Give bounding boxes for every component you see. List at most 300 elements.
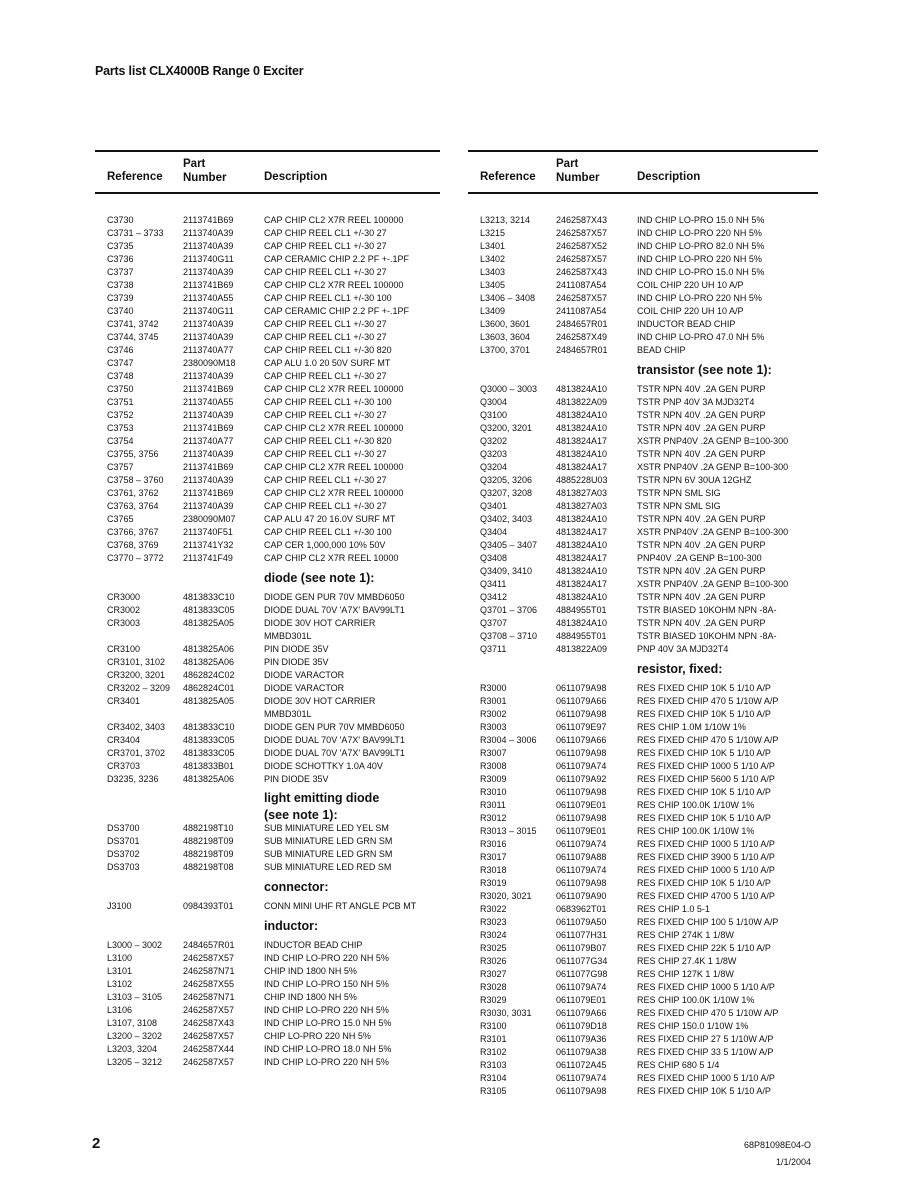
reference-cell: L3205 – 3212 bbox=[107, 1057, 163, 1067]
reference-cell: CR3200, 3201 bbox=[107, 670, 166, 680]
reference-cell: R3020, 3021 bbox=[480, 891, 532, 901]
reference-cell: L3213, 3214 bbox=[480, 215, 531, 225]
part-number-cell: 4813833C10 bbox=[183, 592, 235, 602]
part-number-cell: 4882198T09 bbox=[183, 849, 234, 859]
reference-cell: R3003 bbox=[480, 722, 507, 732]
description-cell: IND CHIP LO-PRO 150 NH 5% bbox=[264, 979, 389, 989]
description-cell: RES FIXED CHIP 3900 5 1/10 A/P bbox=[637, 852, 775, 862]
part-number-cell: 2113740A55 bbox=[183, 397, 234, 407]
table-row bbox=[468, 786, 818, 799]
table-row bbox=[95, 305, 440, 318]
part-number-cell: 2113740A39 bbox=[183, 449, 234, 459]
part-number-cell: 2113741B69 bbox=[183, 462, 234, 472]
part-number-cell: 4882198T09 bbox=[183, 836, 234, 846]
reference-cell: DS3703 bbox=[107, 862, 140, 872]
reference-cell: L3700, 3701 bbox=[480, 345, 531, 355]
reference-cell: R3011 bbox=[480, 800, 506, 810]
part-number-cell: 0611079A74 bbox=[556, 865, 607, 875]
part-number-cell: 2113740A39 bbox=[183, 267, 234, 277]
description-cell: CAP CHIP REEL CL1 +/-30 100 bbox=[264, 527, 392, 537]
table-row bbox=[468, 851, 818, 864]
reference-cell: C3758 – 3760 bbox=[107, 475, 164, 485]
table-row bbox=[95, 331, 440, 344]
table-row bbox=[95, 1056, 440, 1069]
table-row bbox=[95, 1043, 440, 1056]
part-number-cell: 4813822A09 bbox=[556, 644, 608, 654]
description-cell: RES FIXED CHIP 22K 5 1/10 A/P bbox=[637, 943, 771, 953]
reference-cell: C3746 bbox=[107, 345, 134, 355]
description-cell: RES FIXED CHIP 33 5 1/10W A/P bbox=[637, 1047, 774, 1057]
part-number-cell: 2113740A39 bbox=[183, 241, 234, 251]
reference-cell: R3009 bbox=[480, 774, 507, 784]
part-number-cell: 2113740A39 bbox=[183, 371, 234, 381]
reference-cell: Q3004 bbox=[480, 397, 508, 407]
description-cell: TSTR NPN 40V .2A GEN PURP bbox=[637, 384, 766, 394]
part-number-cell: 0611079A98 bbox=[556, 813, 607, 823]
reference-cell: R3024 bbox=[480, 930, 507, 940]
part-number-cell: 0611072A45 bbox=[556, 1060, 607, 1070]
table-row bbox=[95, 643, 440, 656]
part-number-cell: 2484657R01 bbox=[183, 940, 235, 950]
table-row bbox=[95, 708, 440, 721]
part-number-cell: 4813833C10 bbox=[183, 722, 235, 732]
table-row bbox=[468, 916, 818, 929]
part-number-cell: 2380090M18 bbox=[183, 358, 236, 368]
description-cell: XSTR PNP40V .2A GENP B=100-300 bbox=[637, 579, 789, 589]
part-number-cell: 4813833C05 bbox=[183, 735, 235, 745]
part-number-cell: 4813824A10 bbox=[556, 449, 608, 459]
description-cell: DIODE GEN PUR 70V MMBD6050 bbox=[264, 722, 405, 732]
section-heading bbox=[95, 786, 440, 822]
table-row bbox=[95, 682, 440, 695]
table-row bbox=[95, 461, 440, 474]
description-cell: COIL CHIP 220 UH 10 A/P bbox=[637, 280, 744, 290]
reference-cell: R3101 bbox=[480, 1034, 507, 1044]
description-cell: CAP CHIP REEL CL1 +/-30 27 bbox=[264, 228, 387, 238]
description-cell: IND CHIP LO-PRO 15.0 NH 5% bbox=[637, 215, 765, 225]
table-row bbox=[95, 1030, 440, 1043]
header-description: Description bbox=[637, 171, 701, 183]
document-number: 68P81098E04-O bbox=[743, 1140, 811, 1150]
description-cell: PIN DIODE 35V bbox=[264, 644, 329, 654]
reference-cell: DS3702 bbox=[107, 849, 140, 859]
table-row bbox=[468, 617, 818, 630]
table-row bbox=[95, 721, 440, 734]
description-cell: CAP CHIP REEL CL1 +/-30 27 bbox=[264, 267, 387, 277]
description-cell: MMBD301L bbox=[264, 709, 312, 719]
description-cell: DIODE DUAL 70V 'A7X' BAV99LT1 bbox=[264, 748, 405, 758]
part-number-cell: 2113741B69 bbox=[183, 280, 234, 290]
part-number-cell: 2484657R01 bbox=[556, 319, 608, 329]
table-row bbox=[95, 734, 440, 747]
table-row bbox=[468, 1046, 818, 1059]
description-cell: RES FIXED CHIP 4700 5 1/10 A/P bbox=[637, 891, 775, 901]
part-number-cell: 4813833C05 bbox=[183, 748, 235, 758]
reference-cell: L3101 bbox=[107, 966, 133, 976]
reference-cell: Q3204 bbox=[480, 462, 508, 472]
reference-cell: R3018 bbox=[480, 865, 507, 875]
reference-cell: Q3708 – 3710 bbox=[480, 631, 538, 641]
table-row bbox=[95, 630, 440, 643]
description-cell: CAP ALU 1.0 20 50V SURF MT bbox=[264, 358, 391, 368]
description-cell: IND CHIP LO-PRO 47.0 NH 5% bbox=[637, 332, 765, 342]
table-row bbox=[95, 991, 440, 1004]
table-row bbox=[468, 734, 818, 747]
part-number-cell: 2484657R01 bbox=[556, 345, 608, 355]
description-cell: TSTR NPN 40V .2A GEN PURP bbox=[637, 618, 766, 628]
reference-cell: CR3402, 3403 bbox=[107, 722, 166, 732]
reference-cell: C3736 bbox=[107, 254, 134, 264]
description-cell: TSTR BIASED 10KOHM NPN -8A- bbox=[637, 631, 777, 641]
table-row bbox=[95, 552, 440, 565]
description-cell: RES CHIP 680 5 1/4 bbox=[637, 1060, 720, 1070]
part-number-cell: 4813824A17 bbox=[556, 436, 608, 446]
document-date: 1/1/2004 bbox=[775, 1157, 811, 1167]
reference-cell: CR3000 bbox=[107, 592, 141, 602]
parts-column-right bbox=[468, 150, 818, 1098]
part-number-cell: 2462587X43 bbox=[183, 1018, 235, 1028]
table-row bbox=[95, 978, 440, 991]
part-number-cell: 4813824A10 bbox=[556, 384, 608, 394]
reference-cell: R3103 bbox=[480, 1060, 507, 1070]
description-cell: IND CHIP LO-PRO 220 NH 5% bbox=[637, 254, 762, 264]
reference-cell: L3600, 3601 bbox=[480, 319, 531, 329]
table-row bbox=[468, 981, 818, 994]
part-number-cell: 4813825A05 bbox=[183, 696, 235, 706]
header-description: Description bbox=[264, 171, 328, 183]
table-row bbox=[468, 448, 818, 461]
reference-cell: D3235, 3236 bbox=[107, 774, 159, 784]
table-row bbox=[468, 578, 818, 591]
reference-cell: C3753 bbox=[107, 423, 134, 433]
reference-cell: C3770 – 3772 bbox=[107, 553, 164, 563]
reference-cell: C3768, 3769 bbox=[107, 540, 159, 550]
reference-cell: Q3405 – 3407 bbox=[480, 540, 538, 550]
reference-cell: R3105 bbox=[480, 1086, 507, 1096]
part-number-cell: 2462587X57 bbox=[556, 293, 608, 303]
part-number-cell: 0611079A98 bbox=[556, 683, 607, 693]
reference-cell: C3744, 3745 bbox=[107, 332, 159, 342]
table-row bbox=[468, 422, 818, 435]
description-cell: TSTR NPN 40V .2A GEN PURP bbox=[637, 592, 766, 602]
table-row bbox=[95, 1004, 440, 1017]
description-cell: RES FIXED CHIP 10K 5 1/10 A/P bbox=[637, 709, 771, 719]
description-cell: CAP ALU 47 20 16.0V SURF MT bbox=[264, 514, 396, 524]
reference-cell: Q3711 bbox=[480, 644, 507, 654]
table-row bbox=[468, 890, 818, 903]
reference-cell: L3106 bbox=[107, 1005, 133, 1015]
table-row bbox=[468, 877, 818, 890]
reference-cell: R3102 bbox=[480, 1047, 507, 1057]
part-number-cell: 2411087A54 bbox=[556, 306, 607, 316]
description-cell: DIODE VARACTOR bbox=[264, 683, 345, 693]
table-header bbox=[468, 150, 818, 194]
table-row bbox=[468, 942, 818, 955]
table-row bbox=[468, 565, 818, 578]
part-number-cell: 4813824A10 bbox=[556, 540, 608, 550]
part-number-cell: 4813824A17 bbox=[556, 527, 608, 537]
description-cell: IND CHIP LO-PRO 220 NH 5% bbox=[264, 1005, 389, 1015]
reference-cell: Q3202 bbox=[480, 436, 508, 446]
part-number-cell: 2113740A39 bbox=[183, 319, 234, 329]
table-row bbox=[468, 513, 818, 526]
description-cell: CAP CHIP CL2 X7R REEL 100000 bbox=[264, 488, 404, 498]
table-row bbox=[95, 357, 440, 370]
table-row bbox=[468, 1085, 818, 1098]
reference-cell: C3747 bbox=[107, 358, 134, 368]
table-row bbox=[95, 279, 440, 292]
description-cell: RES FIXED CHIP 470 5 1/10W A/P bbox=[637, 735, 779, 745]
reference-cell: C3765 bbox=[107, 514, 134, 524]
description-cell: PNP40V .2A GENP B=100-300 bbox=[637, 553, 762, 563]
description-cell: CAP CER 1,000,000 10% 50V bbox=[264, 540, 386, 550]
reference-cell: L3409 bbox=[480, 306, 506, 316]
part-number-cell: 2113740G11 bbox=[183, 254, 234, 264]
table-row bbox=[95, 747, 440, 760]
part-number-cell: 4813825A05 bbox=[183, 618, 235, 628]
part-number-cell: 0611079E01 bbox=[556, 995, 607, 1005]
table-row bbox=[95, 370, 440, 383]
part-number-cell: 0611077G98 bbox=[556, 969, 608, 979]
reference-cell: R3010 bbox=[480, 787, 507, 797]
table-row bbox=[95, 591, 440, 604]
part-number-cell: 4813833C05 bbox=[183, 605, 235, 615]
description-cell: CAP CHIP CL2 X7R REEL 100000 bbox=[264, 423, 404, 433]
description-cell: IND CHIP LO-PRO 220 NH 5% bbox=[264, 953, 389, 963]
part-number-cell: 0611079B07 bbox=[556, 943, 607, 953]
part-number-cell: 4884955T01 bbox=[556, 605, 607, 615]
description-cell: XSTR PNP40V .2A GENP B=100-300 bbox=[637, 527, 789, 537]
table-row bbox=[468, 318, 818, 331]
part-number-cell: 0683962T01 bbox=[556, 904, 607, 914]
description-cell: IND CHIP LO-PRO 220 NH 5% bbox=[637, 293, 762, 303]
part-number-cell: 2462587X57 bbox=[183, 1005, 235, 1015]
part-number-cell: 4813824A17 bbox=[556, 462, 608, 472]
table-row bbox=[95, 617, 440, 630]
description-cell: RES CHIP 100.0K 1/10W 1% bbox=[637, 800, 755, 810]
part-number-cell: 4813824A17 bbox=[556, 579, 608, 589]
table-row bbox=[468, 227, 818, 240]
reference-cell: Q3412 bbox=[480, 592, 508, 602]
reference-cell: L3107, 3108 bbox=[107, 1018, 158, 1028]
header-reference: Reference bbox=[107, 171, 163, 183]
description-cell: CAP CHIP CL2 X7R REEL 100000 bbox=[264, 215, 404, 225]
table-row bbox=[468, 253, 818, 266]
table-row bbox=[468, 409, 818, 422]
description-cell: CAP CHIP REEL CL1 +/-30 27 bbox=[264, 371, 387, 381]
table-row bbox=[95, 526, 440, 539]
part-number-cell: 2113741B69 bbox=[183, 384, 234, 394]
table-row bbox=[468, 630, 818, 643]
description-cell: RES FIXED CHIP 10K 5 1/10 A/P bbox=[637, 748, 771, 758]
description-cell: PIN DIODE 35V bbox=[264, 774, 329, 784]
section-heading-line2: (see note 1): bbox=[264, 808, 338, 822]
reference-cell: R3000 bbox=[480, 683, 507, 693]
section-heading: transistor (see note 1): bbox=[637, 363, 772, 377]
reference-cell: DS3700 bbox=[107, 823, 140, 833]
description-cell: CAP CHIP REEL CL1 +/-30 27 bbox=[264, 241, 387, 251]
reference-cell: C3763, 3764 bbox=[107, 501, 159, 511]
table-row bbox=[468, 383, 818, 396]
description-cell: CAP CHIP CL2 X7R REEL 100000 bbox=[264, 384, 404, 394]
part-number-cell: 0611079A66 bbox=[556, 735, 607, 745]
reference-cell: C3761, 3762 bbox=[107, 488, 159, 498]
table-row bbox=[468, 1059, 818, 1072]
part-number-cell: 2462587X57 bbox=[556, 254, 608, 264]
description-cell: SUB MINIATURE LED RED SM bbox=[264, 862, 392, 872]
part-number-cell: 4813833B01 bbox=[183, 761, 235, 771]
table-row bbox=[95, 513, 440, 526]
reference-cell: CR3404 bbox=[107, 735, 141, 745]
reference-cell: Q3401 bbox=[480, 501, 508, 511]
reference-cell: C3754 bbox=[107, 436, 134, 446]
description-cell: CAP CERAMIC CHIP 2.2 PF +-.1PF bbox=[264, 254, 409, 264]
description-cell: RES FIXED CHIP 10K 5 1/10 A/P bbox=[637, 813, 771, 823]
part-number-cell: 4813824A10 bbox=[556, 618, 608, 628]
table-row bbox=[95, 965, 440, 978]
table-row bbox=[468, 682, 818, 695]
table-row bbox=[468, 825, 818, 838]
description-cell: RES FIXED CHIP 100 5 1/10W A/P bbox=[637, 917, 779, 927]
description-cell: CAP CHIP REEL CL1 +/-30 27 bbox=[264, 319, 387, 329]
reference-cell: CR3100 bbox=[107, 644, 141, 654]
part-number-cell: 2113740A39 bbox=[183, 475, 234, 485]
part-number-cell: 2411087A54 bbox=[556, 280, 607, 290]
reference-cell: Q3100 bbox=[480, 410, 508, 420]
parts-list-body bbox=[468, 194, 818, 1098]
part-number-cell: 0611077H31 bbox=[556, 930, 607, 940]
part-number-cell: 2462587X55 bbox=[183, 979, 235, 989]
part-number-cell: 4813827A03 bbox=[556, 501, 608, 511]
header-part-number bbox=[556, 157, 599, 185]
table-row bbox=[468, 721, 818, 734]
description-cell: CAP CHIP REEL CL1 +/-30 820 bbox=[264, 345, 392, 355]
table-row bbox=[95, 939, 440, 952]
reference-cell: DS3701 bbox=[107, 836, 140, 846]
table-row bbox=[95, 900, 440, 913]
table-row bbox=[95, 695, 440, 708]
description-cell: PNP 40V 3A MJD32T4 bbox=[637, 644, 729, 654]
reference-cell: Q3408 bbox=[480, 553, 508, 563]
description-cell: DIODE 30V HOT CARRIER bbox=[264, 696, 376, 706]
description-cell: RES FIXED CHIP 10K 5 1/10 A/P bbox=[637, 683, 771, 693]
table-row bbox=[95, 760, 440, 773]
part-number-cell: 4882198T10 bbox=[183, 823, 234, 833]
reference-cell: CR3002 bbox=[107, 605, 141, 615]
table-row bbox=[468, 539, 818, 552]
table-row bbox=[468, 552, 818, 565]
section-heading: resistor, fixed: bbox=[637, 662, 723, 676]
reference-cell: Q3411 bbox=[480, 579, 507, 589]
reference-cell: Q3203 bbox=[480, 449, 508, 459]
table-row bbox=[468, 747, 818, 760]
header-part: Part bbox=[183, 158, 206, 170]
description-cell: RES CHIP 27.4K 1 1/8W bbox=[637, 956, 737, 966]
reference-cell: R3030, 3031 bbox=[480, 1008, 532, 1018]
part-number-cell: 2113740A39 bbox=[183, 228, 234, 238]
reference-cell: C3750 bbox=[107, 384, 134, 394]
header-part-number bbox=[183, 157, 226, 185]
reference-cell: CR3003 bbox=[107, 618, 141, 628]
reference-cell: R3013 – 3015 bbox=[480, 826, 537, 836]
table-row bbox=[95, 318, 440, 331]
table-row bbox=[95, 344, 440, 357]
part-number-cell: 2462587X43 bbox=[556, 267, 608, 277]
description-cell: IND CHIP LO-PRO 220 NH 5% bbox=[264, 1057, 389, 1067]
table-row bbox=[468, 292, 818, 305]
reference-cell: L3402 bbox=[480, 254, 506, 264]
table-row bbox=[468, 604, 818, 617]
table-row bbox=[95, 835, 440, 848]
page-title: Parts list CLX4000B Range 0 Exciter bbox=[95, 64, 304, 78]
description-cell: RES FIXED CHIP 1000 5 1/10 A/P bbox=[637, 839, 775, 849]
reference-cell: L3000 – 3002 bbox=[107, 940, 163, 950]
part-number-cell: 2462587N71 bbox=[183, 966, 235, 976]
part-number-cell: 0611079A98 bbox=[556, 748, 607, 758]
table-header bbox=[95, 150, 440, 194]
reference-cell: R3025 bbox=[480, 943, 507, 953]
description-cell: DIODE 30V HOT CARRIER bbox=[264, 618, 376, 628]
reference-cell: L3403 bbox=[480, 267, 506, 277]
table-row bbox=[468, 968, 818, 981]
reference-cell: C3755, 3756 bbox=[107, 449, 159, 459]
description-cell: IND CHIP LO-PRO 82.0 NH 5% bbox=[637, 241, 765, 251]
table-row bbox=[95, 422, 440, 435]
reference-cell: L3603, 3604 bbox=[480, 332, 531, 342]
description-cell: PIN DIODE 35V bbox=[264, 657, 329, 667]
header-number: Number bbox=[183, 172, 227, 184]
table-row bbox=[468, 903, 818, 916]
part-number-cell: 4813824A10 bbox=[556, 514, 608, 524]
reference-cell: R3023 bbox=[480, 917, 507, 927]
table-row bbox=[468, 591, 818, 604]
section-heading-line1: light emitting diode bbox=[264, 791, 380, 805]
part-number-cell: 2113740A77 bbox=[183, 345, 234, 355]
part-number-cell: 0611079A50 bbox=[556, 917, 607, 927]
description-cell: TSTR NPN 40V .2A GEN PURP bbox=[637, 566, 766, 576]
description-cell: CAP CERAMIC CHIP 2.2 PF +-.1PF bbox=[264, 306, 409, 316]
table-row bbox=[468, 435, 818, 448]
header-number: Number bbox=[556, 172, 600, 184]
part-number-cell: 2113740A55 bbox=[183, 293, 234, 303]
table-row bbox=[468, 799, 818, 812]
description-cell: CHIP LO-PRO 220 NH 5% bbox=[264, 1031, 371, 1041]
table-row bbox=[95, 292, 440, 305]
description-cell: IND CHIP LO-PRO 220 NH 5% bbox=[637, 228, 762, 238]
table-row bbox=[95, 409, 440, 422]
reference-cell: C3748 bbox=[107, 371, 134, 381]
part-number-cell: 2462587X57 bbox=[183, 953, 235, 963]
part-number-cell: 0611079E97 bbox=[556, 722, 607, 732]
table-row bbox=[95, 604, 440, 617]
reference-cell: C3757 bbox=[107, 462, 134, 472]
description-cell: CONN MINI UHF RT ANGLE PCB MT bbox=[264, 901, 417, 911]
part-number-cell: 0611079A88 bbox=[556, 852, 607, 862]
description-cell: IND CHIP LO-PRO 15.0 NH 5% bbox=[264, 1018, 392, 1028]
reference-cell: R3004 – 3006 bbox=[480, 735, 537, 745]
reference-cell: L3103 – 3105 bbox=[107, 992, 163, 1002]
reference-cell: CR3401 bbox=[107, 696, 141, 706]
table-row bbox=[95, 240, 440, 253]
description-cell: TSTR NPN 40V .2A GEN PURP bbox=[637, 423, 766, 433]
part-number-cell: 4885228U03 bbox=[556, 475, 608, 485]
table-row bbox=[468, 643, 818, 656]
description-cell: CAP CHIP REEL CL1 +/-30 27 bbox=[264, 475, 387, 485]
reference-cell: L3401 bbox=[480, 241, 506, 251]
part-number-cell: 4813822A09 bbox=[556, 397, 608, 407]
table-row bbox=[468, 1072, 818, 1085]
description-cell: XSTR PNP40V .2A GENP B=100-300 bbox=[637, 436, 789, 446]
